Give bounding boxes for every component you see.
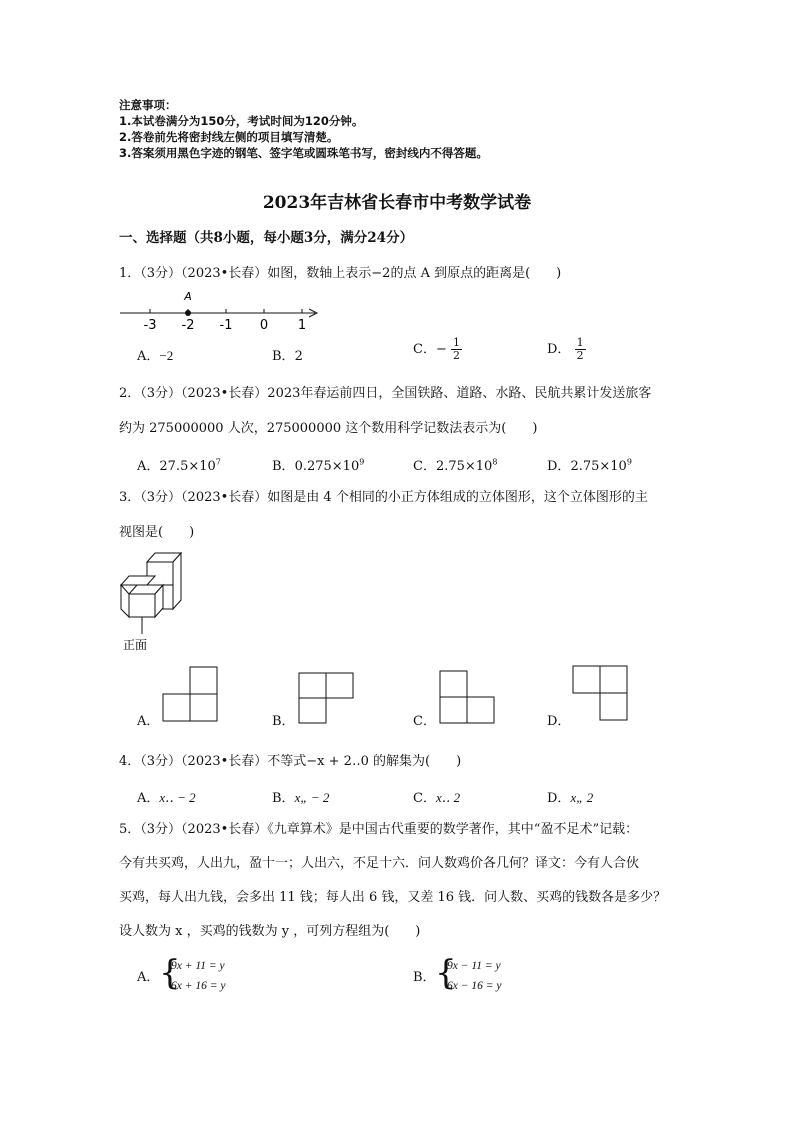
fraction-denominator: 2: [453, 349, 460, 362]
cube-face: [147, 562, 173, 585]
cube-figure: [115, 548, 195, 654]
q3-option-b-diagram: [298, 672, 354, 728]
fraction: [451, 337, 462, 362]
option-label: D．: [547, 342, 571, 357]
option-label: B．: [272, 791, 295, 806]
option-value: −2: [159, 348, 174, 363]
tick-label: -3: [143, 318, 157, 333]
question-5-line-3: 买鸡，每人出九钱，会多出 11 钱；每人出 6 钱，又差 16 钱．问人数、买鸡的钱数各是多少？: [119, 890, 667, 905]
notice-line-3: 3.答案须用黑色字迹的钢笔、签字笔或圆珠笔书写，密封线内不得答题。: [119, 146, 488, 160]
q5-option-b-label[interactable]: B．: [413, 970, 436, 985]
page-title: 2023年吉林省长春市中考数学试卷: [262, 193, 532, 213]
option-exponent: 9: [626, 457, 632, 467]
option-mantissa: 0.275×10: [294, 459, 360, 474]
option-value: x‥ − 2: [159, 790, 196, 805]
left-brace: {: [159, 953, 181, 993]
option-value: x„ 2: [570, 790, 594, 805]
tick-label: -1: [219, 318, 233, 333]
q3-option-d-label[interactable]: D．: [547, 714, 571, 729]
tick-label: -2: [181, 318, 195, 333]
notice-line-2: 2.答卷前先将密封线左侧的项目填写清楚。: [119, 130, 339, 144]
point-a-dot: [185, 310, 191, 316]
fraction-numerator: 1: [576, 336, 584, 349]
equation-1: 9x + 11 = y: [171, 960, 225, 972]
question-4-text: 4．（3分）（2023•长春）不等式−x + 2‥0 的解集为( ): [119, 754, 462, 769]
notice-heading: 注意事项：: [119, 98, 177, 112]
q5-option-a-label[interactable]: A．: [137, 970, 160, 985]
equation-2: 6x + 16 = y: [171, 980, 226, 992]
option-label: D．: [547, 791, 571, 806]
notice-block: [119, 97, 488, 161]
equation-system: [171, 956, 225, 996]
option-label: B．: [272, 349, 295, 364]
point-a-label: A: [184, 290, 192, 303]
q4-option-a[interactable]: [137, 787, 196, 806]
number-line-figure: [110, 286, 330, 334]
fraction: [575, 337, 586, 362]
option-label: D．: [547, 459, 571, 474]
tick-label: 0: [259, 318, 269, 333]
left-brace: {: [435, 953, 457, 993]
q2-option-b[interactable]: [272, 455, 364, 474]
option-label: A．: [137, 459, 160, 474]
q3-option-c-label[interactable]: C．: [413, 714, 436, 729]
question-5-line-1: 5．（3分）（2023•长春）《九章算术》是中国古代重要的数学著作，其中“盈不足术”记载：: [119, 822, 639, 837]
q3-option-a-label[interactable]: A．: [137, 714, 160, 729]
cube-face: [173, 553, 181, 609]
option-exponent: 9: [359, 457, 365, 467]
q1-option-c[interactable]: [413, 337, 462, 362]
option-value: x‥ 2: [435, 790, 461, 805]
q2-option-c[interactable]: [413, 455, 497, 474]
option-label: C．: [413, 791, 436, 806]
cube-face: [129, 594, 155, 617]
tick-label: 1: [297, 318, 307, 333]
question-1-text: 1．（3分）（2023•长春）如图，数轴上表示−2的点 A 到原点的距离是( ): [119, 266, 562, 281]
section-heading: 一、选择题（共8小题，每小题3分，满分24分）: [119, 230, 414, 246]
question-2-line-2: 约为 275000000 人次，275000000 这个数用科学记数法表示为( ): [119, 421, 538, 436]
option-label: B．: [272, 459, 295, 474]
fraction-sign: −: [435, 342, 447, 357]
question-3-line-2: 视图是( ): [119, 525, 195, 540]
q3-option-b-label[interactable]: B．: [272, 714, 295, 729]
equation-1: 9x − 11 = y: [447, 960, 501, 972]
q2-option-d[interactable]: [547, 455, 632, 474]
equation-system: [447, 956, 501, 996]
option-exponent: 8: [492, 457, 498, 467]
question-5-line-4: 设人数为 x ，买鸡的钱数为 y ，可列方程组为( ): [119, 924, 421, 939]
option-label: A．: [137, 791, 160, 806]
option-label: C．: [413, 459, 436, 474]
q1-option-d[interactable]: [547, 337, 586, 362]
question-2-line-1: 2．（3分）（2023•长春）2023年春运前四日，全国铁路、道路、水路、民航共累计发送旅客: [119, 386, 652, 401]
q1-option-b[interactable]: [272, 345, 303, 364]
front-label: 正面: [123, 638, 148, 652]
equation-2: 6x − 16 = y: [447, 980, 502, 992]
fraction-denominator: 2: [576, 349, 584, 362]
q4-option-c[interactable]: [413, 787, 460, 806]
option-exponent: 7: [215, 457, 221, 467]
fraction-numerator: 1: [453, 336, 460, 349]
option-value: x„ − 2: [294, 790, 330, 805]
q2-option-a[interactable]: [137, 455, 221, 474]
q1-option-a[interactable]: [137, 345, 173, 364]
option-mantissa: 27.5×10: [159, 459, 216, 474]
option-label: C．: [413, 342, 436, 357]
q3-option-c-diagram: [439, 670, 495, 726]
q4-option-d[interactable]: [547, 787, 593, 806]
option-label: A．: [137, 349, 160, 364]
option-mantissa: 2.75×10: [570, 459, 627, 474]
q4-option-b[interactable]: [272, 787, 329, 806]
question-5-line-2: 今有共买鸡，人出九，盈十一；人出六，不足十六．问人数鸡价各几何？译文：今有人合伙: [119, 856, 640, 871]
question-3-line-1: 3．（3分）（2023•长春）如图是由 4 个相同的小正方体组成的立体图形，这个立体图形的主: [119, 490, 648, 505]
notice-line-1: 1.本试卷满分为150分，考试时间为120分钟。: [119, 114, 364, 128]
option-value: 2: [294, 349, 303, 364]
q3-option-a-diagram: [162, 666, 218, 722]
option-mantissa: 2.75×10: [435, 459, 493, 474]
q3-option-d-diagram: [572, 665, 628, 721]
